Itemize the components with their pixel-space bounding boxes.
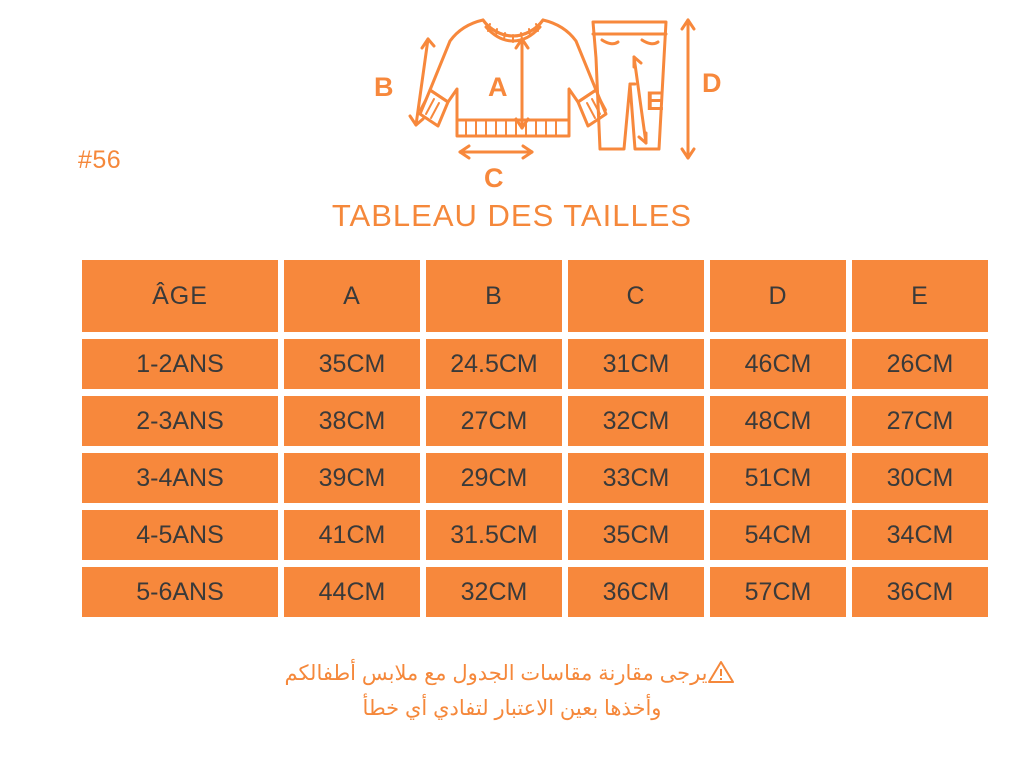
cell-a: 38CM xyxy=(284,396,420,446)
header-e: E xyxy=(852,260,988,332)
cell-d: 46CM xyxy=(710,339,846,389)
cell-b: 29CM xyxy=(426,453,562,503)
cell-d: 51CM xyxy=(710,453,846,503)
illustration-svg xyxy=(350,6,750,196)
cell-age: 1-2ANS xyxy=(82,339,278,389)
label-e: E xyxy=(646,86,665,116)
cell-age: 5-6ANS xyxy=(82,567,278,617)
table-row xyxy=(82,396,988,446)
warning-triangle-icon xyxy=(708,660,734,693)
cell-a: 44CM xyxy=(284,567,420,617)
cell-c: 36CM xyxy=(568,567,704,617)
cell-c: 35CM xyxy=(568,510,704,560)
cell-b: 32CM xyxy=(426,567,562,617)
table-row xyxy=(82,339,988,389)
label-b: B xyxy=(374,72,394,102)
cell-age: 2-3ANS xyxy=(82,396,278,446)
header-c: C xyxy=(568,260,704,332)
label-d: D xyxy=(702,68,722,98)
cell-c: 33CM xyxy=(568,453,704,503)
label-c: C xyxy=(484,163,504,193)
label-a: A xyxy=(488,72,508,102)
note-line-1-wrapper xyxy=(0,658,1024,693)
cell-age: 3-4ANS xyxy=(82,453,278,503)
note-line-2: وأخذها بعين الاعتبار لتفادي أي خطأ xyxy=(362,697,662,720)
cell-c: 32CM xyxy=(568,396,704,446)
cell-d: 48CM xyxy=(710,396,846,446)
size-table xyxy=(76,253,994,624)
reference-code: #56 xyxy=(78,146,122,174)
page-title: TABLEAU DES TAILLES xyxy=(331,198,693,233)
table-row xyxy=(82,510,988,560)
header-b: B xyxy=(426,260,562,332)
cell-c: 31CM xyxy=(568,339,704,389)
cell-e: 36CM xyxy=(852,567,988,617)
cell-d: 57CM xyxy=(710,567,846,617)
header-d: D xyxy=(710,260,846,332)
cell-a: 35CM xyxy=(284,339,420,389)
cell-e: 27CM xyxy=(852,396,988,446)
cell-a: 39CM xyxy=(284,453,420,503)
cell-e: 26CM xyxy=(852,339,988,389)
garment-illustration xyxy=(350,6,750,196)
header-a: A xyxy=(284,260,420,332)
cell-a: 41CM xyxy=(284,510,420,560)
note-line-1: يرجى مقارنة مقاسات الجدول مع ملابس أطفالكم xyxy=(284,662,708,685)
cell-b: 27CM xyxy=(426,396,562,446)
footer-note xyxy=(0,658,1024,724)
table-row xyxy=(82,567,988,617)
cell-b: 31.5CM xyxy=(426,510,562,560)
table-header-row xyxy=(82,260,988,332)
size-table-container xyxy=(76,253,954,624)
header-age: ÂGE xyxy=(82,260,278,332)
cell-d: 54CM xyxy=(710,510,846,560)
cell-age: 4-5ANS xyxy=(82,510,278,560)
cell-b: 24.5CM xyxy=(426,339,562,389)
table-row xyxy=(82,453,988,503)
cell-e: 34CM xyxy=(852,510,988,560)
cell-e: 30CM xyxy=(852,453,988,503)
